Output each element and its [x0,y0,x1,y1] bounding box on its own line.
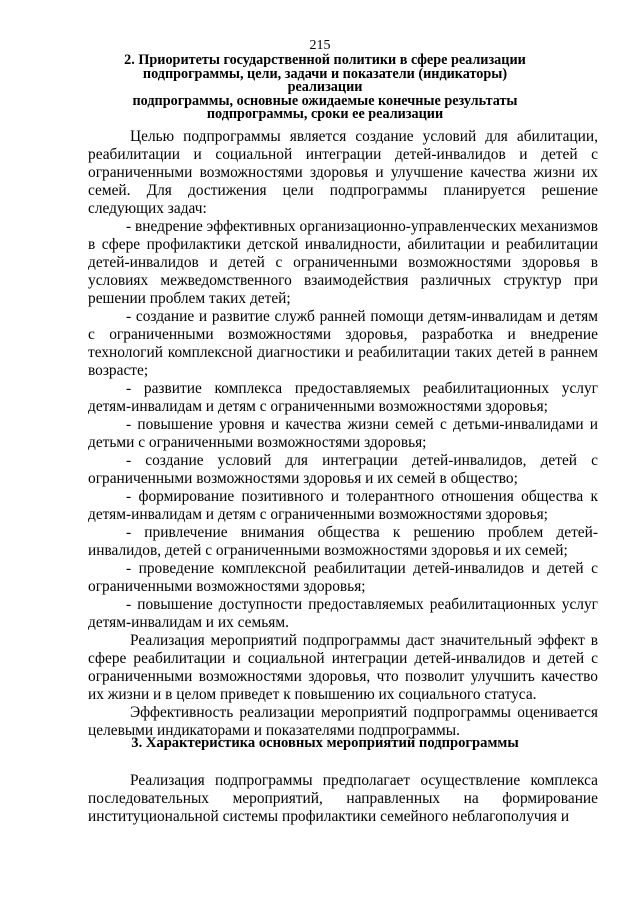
task-item: - развитие комплекса предоставляемых реабилитационных услуг детям-инвалидам и детям с ограниченными возможностями здоровья; [88,380,598,415]
section-2-heading-line: 2. Приоритеты государственной политики в сфере реализации [124,52,526,68]
task-item: - проведение комплексной реабилитации детей-инвалидов и детей с ограниченными возможностями здоровья; [88,560,598,595]
section-2-heading-line: подпрограммы, цели, задачи и показатели (индикаторы) реализации [142,65,508,96]
goal-paragraph: Целью подпрограммы является создание условий для абилитации, реабилитации и социальной интеграции детей-инвалидов и детей с ограниченными возможностями здоровья и улучшение качества жизни их семей. Для достижения цели подпрограммы планируется решение следующих задач: [88,128,598,217]
section-2-heading-line: подпрограммы, сроки ее реализации [206,106,444,123]
section-3-body [88,772,598,826]
section-2-heading [110,54,540,122]
section-2-heading-line: подпрограммы, основные ожидаемые конечные результаты [132,92,518,109]
result-paragraph: Реализация мероприятий подпрограммы даст значительный эффект в сфере реабилитации и социальной интеграции детей-инвалидов и детей с ограниченными возможностями здоровья, что позволит улучшить качество их жизни и в целом приведет к повышению их социального статуса. [88,632,598,703]
task-item: - внедрение эффективных организационно-управленческих механизмов в сфере профилактики детской инвалидности, абилитации и реабилитации детей-инвалидов и детей с ограниченными возможностями здоровья в условиях межведомственного взаимодействия различных структур при решении проблем таких детей; [88,218,598,307]
section-3-heading: 3. Характеристика основных мероприятий подпрограммы [131,735,519,751]
efficiency-paragraph: Эффективность реализации мероприятий подпрограммы оценивается целевыми индикаторами и показателями подпрограммы. [88,704,598,739]
task-item: - привлечение внимания общества к решению проблем детей-инвалидов, детей с ограниченными возможностями здоровья и их семей; [88,524,598,559]
task-item: - формирование позитивного и толерантного отношения общества к детям-инвалидам и детям с ограниченными возможностями здоровья; [88,488,598,523]
task-item: - создание условий для интеграции детей-инвалидов, детей с ограниченными возможностями здоровья и их семей в общество; [88,452,598,487]
section-3-intro-paragraph: Реализация подпрограммы предполагает осуществление комплекса последовательных мероприятий, направленных на формирование институциональной системы профилактики семейного неблагополучия и [88,772,598,825]
task-item: - повышение уровня и качества жизни семей с детьми-инвалидами и детьми с ограниченными возможностями здоровья; [88,416,598,451]
task-item: - создание и развитие служб ранней помощи детям-инвалидам и детям с ограниченными возможностями здоровья, разработка и внедрение технологий комплексной диагностики и реабилитации таких детей в раннем возрасте; [88,308,598,379]
page-number: 215 [309,38,331,53]
section-2-body [88,128,598,740]
task-item: - повышение доступности предоставляемых реабилитационных услуг детям-инвалидам и их семьям. [88,596,598,631]
